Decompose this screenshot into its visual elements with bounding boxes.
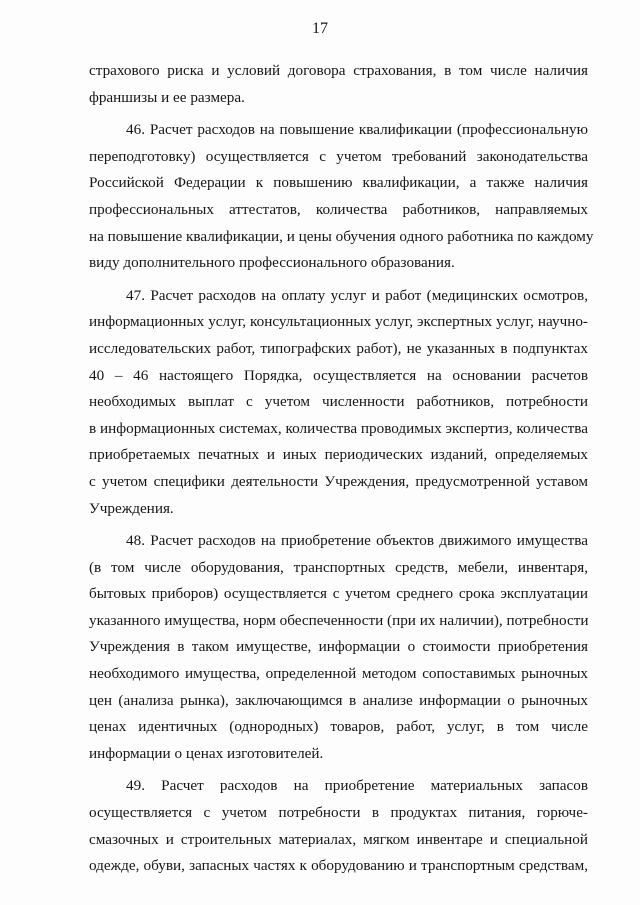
- document-body: [89, 58, 594, 880]
- text-line: 46. Расчет расходов на повышение квалификации (профессиональную: [126, 121, 588, 139]
- text-line: виду дополнительного профессионального образования.: [89, 254, 455, 272]
- text-line: смазочных и строительных материалах, мягком инвентаре и специальной: [89, 830, 588, 848]
- text-line: 47. Расчет расходов на оплату услуг и работ (медицинских осмотров,: [126, 286, 588, 304]
- text-line: приобретаемых печатных и иных периодических изданий, определяемых: [89, 446, 588, 464]
- paragraph: [89, 117, 594, 277]
- text-line: необходимого имущества, определенной методом сопоставимых рыночных: [89, 665, 588, 683]
- paragraph: [89, 58, 588, 111]
- text-line: 49. Расчет расходов на приобретение материальных запасов: [126, 777, 588, 795]
- paragraph: [89, 283, 588, 522]
- page-number: 17: [312, 20, 328, 37]
- text-line: бытовых приборов) осуществляется с учетом среднего срока эксплуатации: [89, 585, 588, 603]
- text-line: информации о ценах изготовителей.: [89, 744, 324, 762]
- text-line: на повышение квалификации, и цены обучения одного работника по каждому: [89, 227, 594, 245]
- text-line: указанного имущества, норм обеспеченности (при их наличии), потребности: [89, 611, 589, 629]
- text-line: одежде, обуви, запасных частях к оборудованию и транспортным средствам,: [89, 857, 588, 875]
- text-line: (в том числе оборудования, транспортных средств, мебели, инвентаря,: [89, 558, 588, 576]
- text-line: ценах идентичных (однородных) товаров, работ, услуг, в том числе: [89, 718, 588, 736]
- text-line: франшизы и ее размера.: [89, 88, 245, 106]
- text-line: информационных услуг, консультационных услуг, экспертных услуг, научно-: [89, 313, 588, 331]
- text-line: профессиональных аттестатов, количества работников, направляемых: [89, 200, 588, 218]
- text-line: исследовательских работ, типографских работ), не указанных в подпунктах: [89, 339, 588, 357]
- text-line: с учетом специфики деятельности Учреждения, предусмотренной уставом: [89, 472, 588, 490]
- paragraph: [89, 528, 588, 767]
- text-line: 40 – 46 настоящего Порядка, осуществляется на основании расчетов: [89, 366, 588, 384]
- text-line: Российской Федерации к повышению квалификации, а также наличия: [89, 174, 588, 192]
- text-line: страхового риска и условий договора страхования, в том числе наличия: [89, 62, 588, 79]
- text-line: в информационных системах, количества проводимых экспертиз, количества: [89, 419, 588, 437]
- text-line: 48. Расчет расходов на приобретение объектов движимого имущества: [126, 532, 588, 550]
- text-line: осуществляется с учетом потребности в продуктах питания, горюче-: [89, 804, 588, 822]
- text-line: Учреждения.: [89, 499, 174, 517]
- text-line: необходимых выплат с учетом численности работников, потребности: [89, 393, 588, 411]
- text-line: переподготовку) осуществляется с учетом требований законодательства: [89, 147, 588, 165]
- paragraph: [89, 773, 588, 879]
- text-line: Учреждения в таком имуществе, информации о стоимости приобретения: [89, 638, 588, 656]
- text-line: цен (анализа рынка), заключающимся в анализе информации о рыночных: [89, 691, 588, 709]
